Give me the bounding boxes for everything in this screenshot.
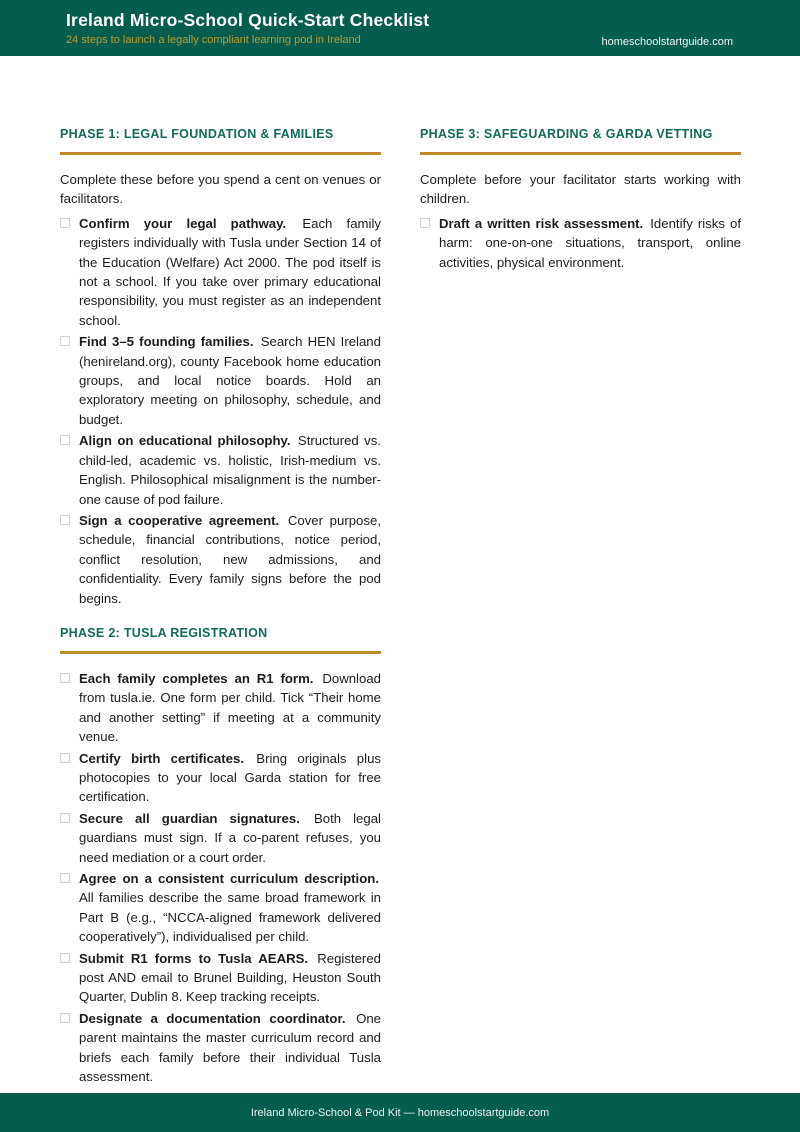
- item-lead: Confirm your legal pathway.: [79, 215, 287, 231]
- item-body: Registered post AND email to Brunel Building, Heuston South Quarter, Dublin 8. Keep tracking receipts.: [79, 950, 381, 1005]
- checkbox-icon[interactable]: [420, 218, 430, 228]
- item-body: Each family registers individually with Tusla under Section 14 of the Education (Welfare) Act 2000. The pod itself is not a school. If you take over primary educational responsibility, you must register as an independent school.: [79, 215, 381, 328]
- section-phase-3: [420, 127, 741, 272]
- footer-text: Ireland Micro-School & Pod Kit — homeschoolstartguide.com: [250, 1106, 550, 1119]
- checklist-item: [60, 749, 381, 807]
- item-lead: Secure all guardian signatures.: [79, 810, 300, 826]
- checklist-item: [60, 214, 381, 330]
- section-intro: Complete before your facilitator starts working with children.: [420, 172, 741, 207]
- page-subtitle: 24 steps to launch a legally compliant learning pod in Ireland: [66, 34, 361, 46]
- checkbox-icon[interactable]: [60, 1013, 70, 1023]
- gold-divider: [60, 152, 381, 155]
- item-lead: Find 3–5 founding families.: [79, 334, 254, 350]
- item-lead: Agree on a consistent curriculum description.: [79, 871, 379, 886]
- header-website-text: homeschoolstartguide.com: [601, 36, 733, 48]
- item-lead: Certify birth certificates.: [79, 750, 244, 766]
- section-intro: Complete these before you spend a cent on venues or facilitators.: [60, 172, 381, 207]
- checkbox-icon[interactable]: [60, 953, 70, 963]
- checklist-item: [60, 949, 381, 1007]
- page-title: Ireland Micro-School Quick-Start Checklist: [66, 10, 430, 30]
- item-lead: Each family completes an R1 form.: [79, 670, 314, 686]
- section-phase-2: [60, 626, 381, 1087]
- checkbox-icon[interactable]: [60, 336, 70, 346]
- checkbox-icon[interactable]: [60, 753, 70, 763]
- item-body: One parent maintains the master curriculum record and briefs each family before their individual Tusla assessment.: [79, 1010, 381, 1085]
- checkbox-icon[interactable]: [60, 515, 70, 525]
- item-body: Both legal guardians must sign. If a co-parent refuses, you need mediation or a court order.: [79, 810, 381, 865]
- item-lead: Sign a cooperative agreement.: [79, 512, 280, 528]
- checkbox-icon[interactable]: [60, 673, 70, 683]
- item-lead: Designate a documentation coordinator.: [79, 1010, 346, 1026]
- checklist-item: [60, 511, 381, 608]
- checklist-item: [60, 869, 381, 947]
- gold-divider: [420, 152, 741, 155]
- item-body: Cover purpose, schedule, financial contributions, notice period, conflict resolution, new admissions, and confidentiality. Every family signs before the pod begins.: [79, 512, 381, 606]
- checklist-item: [60, 431, 381, 509]
- checklist-item: [60, 669, 381, 747]
- item-body: Search HEN Ireland (henireland.org), county Facebook home education groups, and local notice boards. Hold an exploratory meeting on philosophy, schedule, and budget.: [79, 334, 381, 427]
- section-phase-1: [60, 127, 381, 608]
- item-lead: Draft a written risk assessment.: [439, 215, 644, 231]
- section-heading: PHASE 2: TUSLA REGISTRATION: [60, 625, 268, 640]
- item-lead: Align on educational philosophy.: [79, 433, 291, 449]
- section-heading: PHASE 1: LEGAL FOUNDATION & FAMILIES: [60, 127, 334, 141]
- left-column: [60, 127, 381, 1086]
- checklist-item: [60, 1009, 381, 1087]
- section-heading: PHASE 3: SAFEGUARDING & GARDA VETTING: [420, 127, 713, 141]
- right-column: [420, 127, 741, 1086]
- document-footer: [0, 1093, 800, 1132]
- checkbox-icon[interactable]: [60, 435, 70, 445]
- item-body: All families describe the same broad framework in Part B (e.g., “NCCA-aligned framework delivered cooperatively”), individualised per child.: [79, 890, 381, 945]
- item-body: Bring originals plus photocopies to your local Garda station for free certification.: [79, 750, 381, 805]
- checkbox-icon[interactable]: [60, 873, 70, 883]
- checklist-item: [60, 332, 381, 429]
- checkbox-icon[interactable]: [60, 813, 70, 823]
- checklist-item: [60, 809, 381, 867]
- checklist-item: [420, 214, 741, 272]
- item-body: Identify risks of harm: one-on-one situations, transport, online activities, physical environment.: [439, 215, 741, 270]
- item-lead: Submit R1 forms to Tusla AEARS.: [79, 950, 309, 966]
- item-body: Structured vs. child-led, academic vs. holistic, Irish-medium vs. English. Philosophical misalignment is the number-one cause of pod failure.: [79, 433, 381, 507]
- document-header: [0, 0, 800, 56]
- item-body: Download from tusla.ie. One form per child. Tick “Their home and another setting” if meeting at a community venue.: [79, 670, 381, 745]
- checkbox-icon[interactable]: [60, 218, 70, 228]
- gold-divider: [60, 651, 381, 654]
- content-area: [0, 127, 800, 1086]
